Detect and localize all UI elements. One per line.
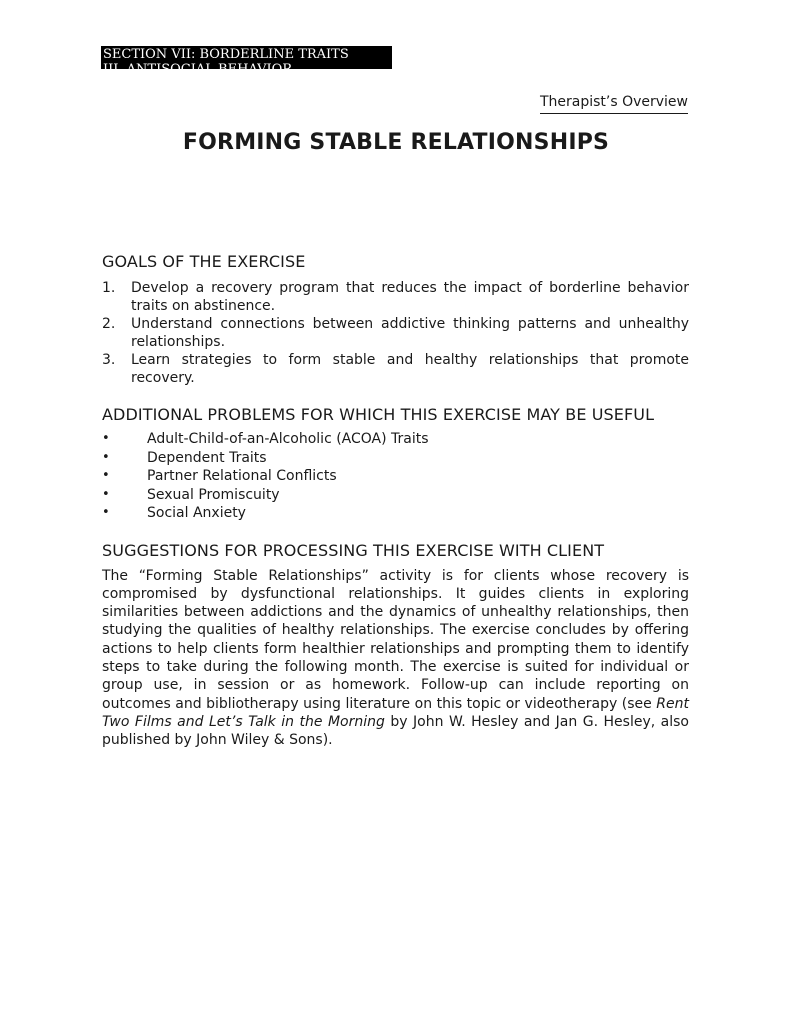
- bullet-icon: •: [102, 468, 110, 483]
- goals-list: [102, 279, 689, 387]
- list-item: [102, 504, 689, 523]
- list-item-text: Adult-Child-of-an-Alcoholic (ACOA) Traits: [147, 431, 429, 447]
- bullet-icon: •: [102, 431, 110, 446]
- therapist-overview-label: Therapist’s Overview: [540, 94, 688, 114]
- list-item-text: Social Anxiety: [147, 505, 246, 521]
- bullet-icon: •: [102, 449, 110, 465]
- list-item: [102, 279, 689, 315]
- bullet-icon: •: [102, 486, 110, 502]
- list-number: 3.: [102, 352, 116, 368]
- goals-heading: GOALS OF THE EXERCISE: [102, 252, 306, 271]
- problems-list: [102, 430, 689, 523]
- document-body: [102, 252, 689, 749]
- list-item-text: Understand connections between addictive thinking patterns and unhealthy relationships.: [131, 316, 689, 350]
- list-item: [102, 486, 689, 505]
- problems-heading: ADDITIONAL PROBLEMS FOR WHICH THIS EXERCISE MAY BE USEFUL: [102, 405, 655, 424]
- bullet-icon: •: [102, 505, 110, 520]
- suggestions-heading: SUGGESTIONS FOR PROCESSING THIS EXERCISE WITH CLIENT: [102, 540, 605, 560]
- suggestions-paragraph: [102, 567, 689, 750]
- section-subtitle: III. ANTISOCIAL BEHAVIOR: [103, 62, 293, 77]
- list-item: [102, 351, 689, 387]
- book-title: Rent Two Films and Let’s Talk in the Morning: [102, 695, 689, 730]
- section-header-bar: [101, 46, 392, 77]
- list-item: [102, 467, 689, 486]
- list-item-text: Partner Relational Conflicts: [147, 468, 337, 484]
- list-item-text: Dependent Traits: [147, 449, 267, 466]
- list-item-text: Learn strategies to form stable and healthy relationships that promote recovery.: [131, 352, 689, 386]
- paragraph-text-end: by John W. Hesley and Jan G. Hesley, also published by John Wiley & Sons).: [102, 713, 689, 749]
- list-number: 2.: [102, 316, 116, 332]
- paragraph-text-start: The “Forming Stable Relationships” activity is for clients whose recovery is compromised by dysfunctional relationships. It guides clients in exploring similarities between addictions and the dynamics of unhealthy relationships, then studying the qualities of healthy relationships. The exercise concludes by offering actions to help clients form healthier relationships and prompting them to identify steps to take during the following month. The exercise is suited for individual or group use, in session or as homework. Follow-up can include reporting on outcomes and bibliotherapy using literature on this topic or videotherapy (see: [102, 567, 689, 712]
- list-item: [102, 449, 689, 468]
- section-title: SECTION VII: BORDERLINE TRAITS: [103, 47, 349, 62]
- list-item-text: Develop a recovery program that reduces the impact of borderline behavior traits on abstinence.: [131, 280, 689, 314]
- list-item: [102, 315, 689, 351]
- list-number: 1.: [102, 280, 116, 296]
- page-title: FORMING STABLE RELATIONSHIPS: [182, 130, 610, 155]
- list-item: [102, 430, 689, 449]
- list-item-text: Sexual Promiscuity: [147, 486, 280, 503]
